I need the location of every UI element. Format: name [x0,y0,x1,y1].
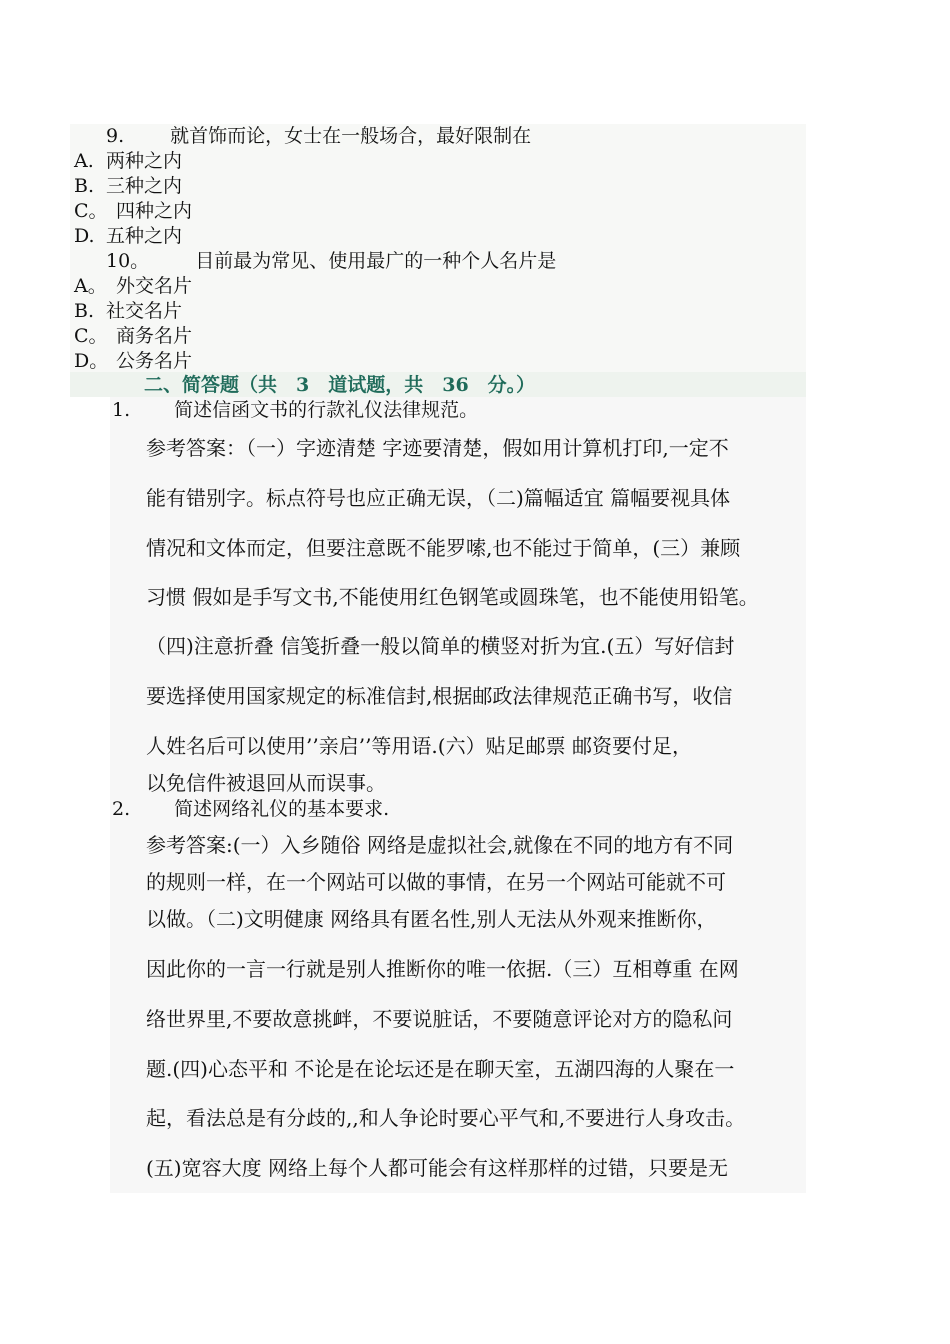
answer-line: 人姓名后可以使用’’亲启’’等用语.(六）贴足邮票 邮资要付足， [146,734,692,758]
answer-line: 题.(四)心态平和 不论是在论坛还是在聊天室，五湖四海的人聚在一 [146,1057,735,1081]
question-number: 1. [112,399,131,421]
answer-line: 参考答案：（一）字迹清楚 字迹要清楚，假如用计算机打印,一定不 [146,436,729,460]
answer-line: 的规则一样，在一个网站可以做的事情，在另一个网站可能就不可 [146,870,726,894]
answer-line: （四)注意折叠 信笺折叠一般以简单的横竖对折为宜.(五）写好信封 [146,634,735,658]
answer-line: 参考答案:(一）入乡随俗 网络是虚拟社会,就像在不同的地方有不同 [146,833,734,857]
answer-line: (五)宽容大度 网络上每个人都可能会有这样那样的过错，只要是无 [146,1156,728,1180]
question-number: 2. [112,798,131,820]
option-d: D. 五种之内 [74,225,183,247]
option-a: A. 两种之内 [74,150,183,172]
answer-line: 要选择使用国家规定的标准信封,根据邮政法律规范正确书写，收信 [146,684,733,708]
short-question-1 [112,398,478,423]
question-text: 简述信函文书的行款礼仪法律规范。 [174,399,479,421]
answer-line: 以做。（二)文明健康 网络具有匿名性,别人无法从外观来推断你， [146,907,717,931]
question-number: 9. [106,125,125,147]
question-stem [106,249,556,274]
option-a: A。 外交名片 [74,275,193,297]
section-heading: 二、简答题（共 3 道试题，共 36 分。） [144,374,536,396]
option-b: B. 三种之内 [74,175,183,197]
question-text: 目前最为常见、使用最广的一种个人名片是 [195,250,557,272]
option-c: C。 商务名片 [74,325,193,347]
answer-line: 习惯 假如是手写文书,不能使用红色钢笔或圆珠笔，也不能使用铅笔。 [146,585,759,609]
answer-line: 能有错别字。标点符号也应正确无误，（二)篇幅适宜 篇幅要视具体 [146,486,731,510]
option-d: D。 公务名片 [74,350,193,372]
question-stem [106,124,531,149]
option-b: B. 社交名片 [74,300,183,322]
question-number: 10。 [106,250,150,272]
answer-line: 情况和文体而定，但要注意既不能罗嗦,也不能过于简单，(三）兼顾 [146,536,741,560]
question-text: 简述网络礼仪的基本要求. [174,798,390,820]
answer-line: 因此你的一言一行就是别人推断你的唯一依据.（三）互相尊重 在网 [146,957,739,981]
short-question-2 [112,797,389,822]
option-c: C。 四种之内 [74,200,193,222]
question-text: 就首饰而论，女士在一般场合，最好限制在 [170,125,532,147]
answer-line: 起，看法总是有分歧的,,和人争论时要心平气和,不要进行人身攻击。 [146,1106,746,1130]
answer-line: 以免信件被退回从而误事。 [146,771,386,795]
answer-line: 络世界里,不要故意挑衅，不要说脏话，不要随意评论对方的隐私问 [146,1007,733,1031]
